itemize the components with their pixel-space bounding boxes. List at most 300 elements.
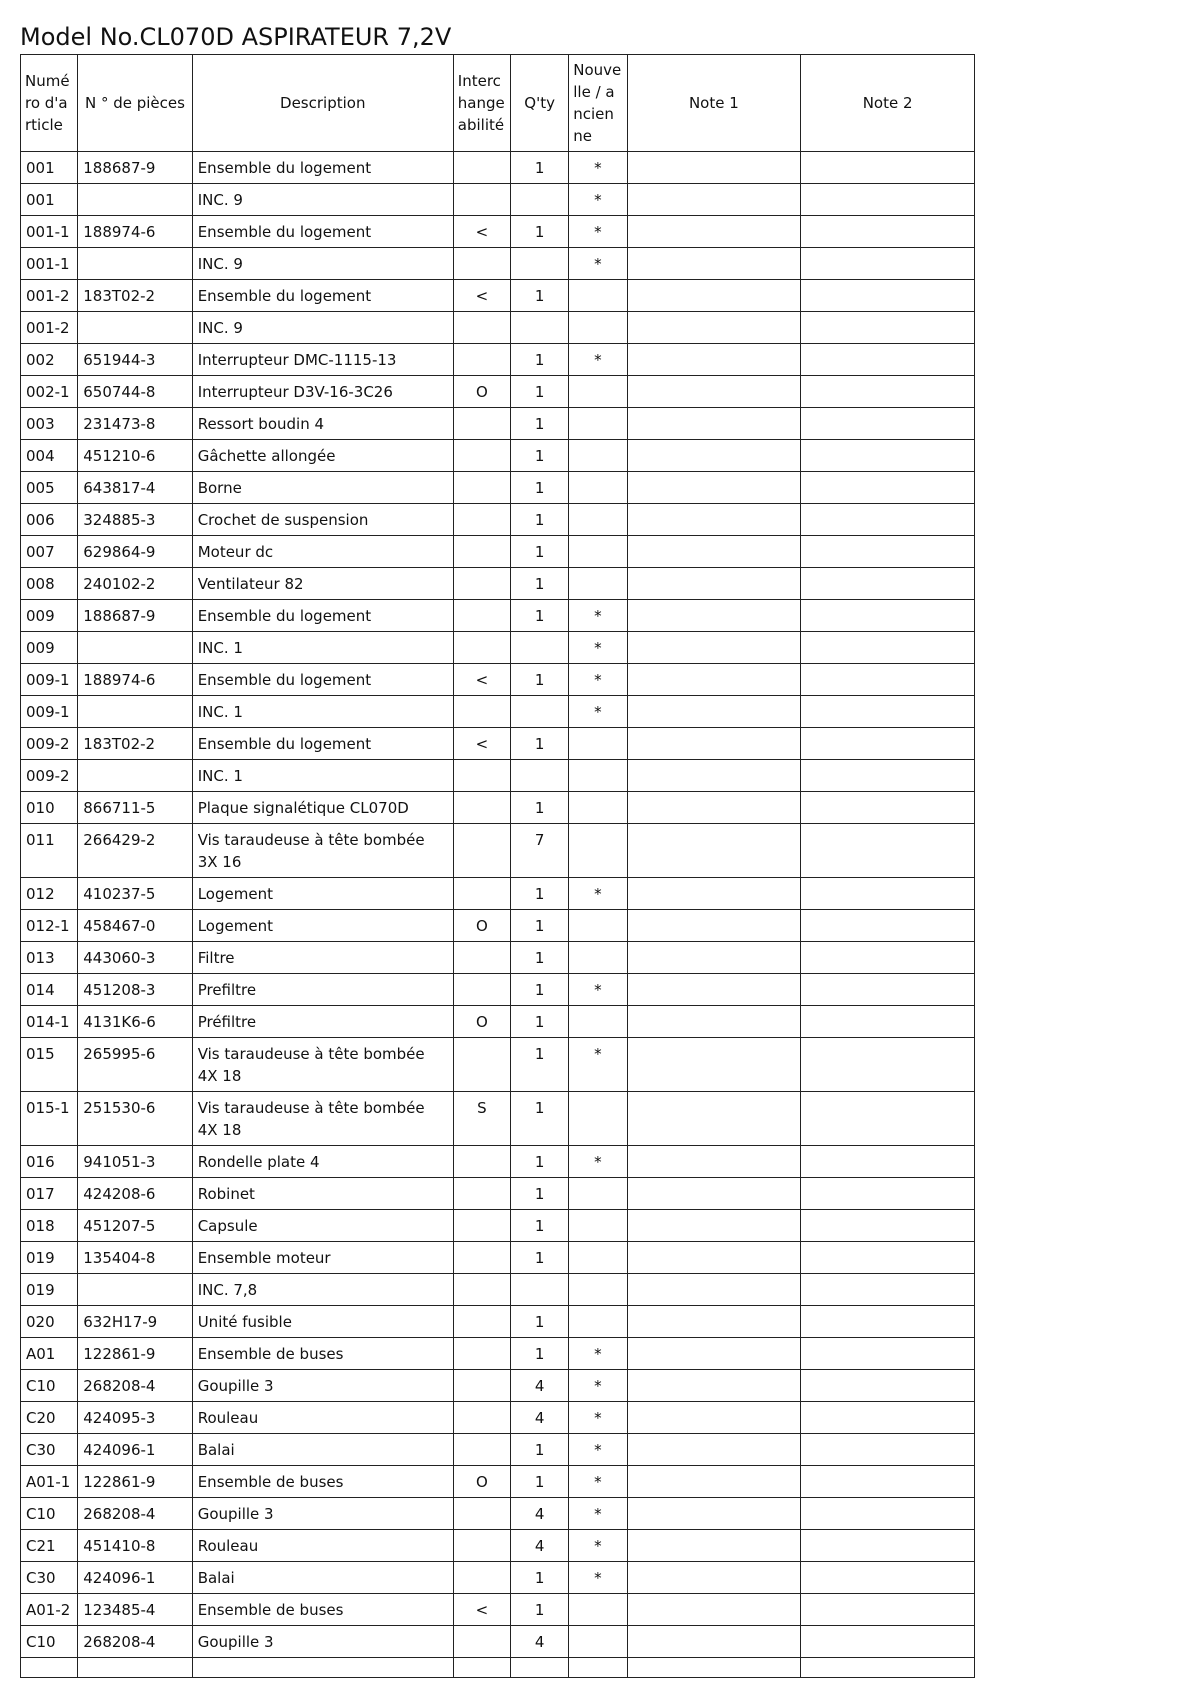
cell-description: Borne <box>192 472 453 504</box>
cell-part-no: 231473-8 <box>78 408 192 440</box>
table-row <box>21 824 975 878</box>
cell-note-2 <box>801 696 975 728</box>
cell-note-2 <box>801 152 975 184</box>
cell-note-1 <box>627 910 801 942</box>
cell-part-no: 188687-9 <box>78 600 192 632</box>
cell-note-2 <box>801 248 975 280</box>
cell-description: INC. 9 <box>192 248 453 280</box>
cell-description: Ressort boudin 4 <box>192 408 453 440</box>
cell-interchangeability <box>453 600 510 632</box>
cell-note-2 <box>801 344 975 376</box>
cell-qty: 1 <box>511 1594 569 1626</box>
cell-description: Robinet <box>192 1178 453 1210</box>
cell-item-no: 014 <box>21 974 78 1006</box>
cell-item-no: 001 <box>21 152 78 184</box>
cell-interchangeability <box>453 1562 510 1594</box>
cell-new-old: * <box>569 600 627 632</box>
table-row <box>21 184 975 216</box>
cell-item-no: 001-2 <box>21 280 78 312</box>
cell-interchangeability <box>453 696 510 728</box>
cell-qty <box>511 1274 569 1306</box>
table-row <box>21 152 975 184</box>
cell-interchangeability <box>453 1498 510 1530</box>
cell-description: INC. 1 <box>192 632 453 664</box>
cell-part-no <box>78 760 192 792</box>
cell-note-1 <box>627 792 801 824</box>
cell-new-old <box>569 1274 627 1306</box>
cell-note-2 <box>801 1530 975 1562</box>
table-row <box>21 472 975 504</box>
table-row <box>21 408 975 440</box>
table-row <box>21 248 975 280</box>
cell-qty <box>511 632 569 664</box>
cell-note-2 <box>801 1466 975 1498</box>
cell-item-no: 009-1 <box>21 664 78 696</box>
cell-qty: 1 <box>511 504 569 536</box>
cell-note-1 <box>627 1658 801 1678</box>
cell-note-2 <box>801 216 975 248</box>
cell-interchangeability <box>453 344 510 376</box>
cell-note-2 <box>801 1338 975 1370</box>
cell-description: Ensemble du logement <box>192 600 453 632</box>
parts-table-body <box>21 152 975 1678</box>
cell-interchangeability: O <box>453 376 510 408</box>
cell-note-1 <box>627 216 801 248</box>
cell-part-no <box>78 184 192 216</box>
cell-new-old: * <box>569 878 627 910</box>
cell-new-old: * <box>569 152 627 184</box>
cell-part-no: 451410-8 <box>78 1530 192 1562</box>
cell-item-no: 009-1 <box>21 696 78 728</box>
cell-note-2 <box>801 1562 975 1594</box>
cell-item-no: C30 <box>21 1434 78 1466</box>
cell-interchangeability <box>453 1338 510 1370</box>
cell-new-old: * <box>569 1338 627 1370</box>
cell-part-no: 443060-3 <box>78 942 192 974</box>
cell-item-no: 019 <box>21 1274 78 1306</box>
cell-qty: 7 <box>511 824 569 878</box>
cell-qty: 1 <box>511 1038 569 1092</box>
cell-qty: 1 <box>511 728 569 760</box>
cell-note-2 <box>801 1178 975 1210</box>
cell-part-no: 650744-8 <box>78 376 192 408</box>
cell-qty: 1 <box>511 440 569 472</box>
cell-qty: 1 <box>511 910 569 942</box>
cell-description: Ensemble du logement <box>192 664 453 696</box>
header-row <box>21 55 975 152</box>
cell-item-no <box>21 1658 78 1678</box>
cell-part-no: 251530-6 <box>78 1092 192 1146</box>
cell-note-2 <box>801 280 975 312</box>
cell-new-old <box>569 1092 627 1146</box>
cell-qty: 1 <box>511 600 569 632</box>
cell-note-2 <box>801 600 975 632</box>
cell-description: Ventilateur 82 <box>192 568 453 600</box>
cell-note-2 <box>801 1242 975 1274</box>
cell-note-1 <box>627 280 801 312</box>
cell-description: Ensemble de buses <box>192 1338 453 1370</box>
cell-interchangeability <box>453 1274 510 1306</box>
cell-note-1 <box>627 1626 801 1658</box>
table-row <box>21 632 975 664</box>
cell-qty: 1 <box>511 1466 569 1498</box>
cell-qty: 1 <box>511 152 569 184</box>
cell-new-old <box>569 440 627 472</box>
cell-part-no: 265995-6 <box>78 1038 192 1092</box>
cell-part-no: 424095-3 <box>78 1402 192 1434</box>
cell-interchangeability <box>453 942 510 974</box>
table-row <box>21 910 975 942</box>
table-row <box>21 1626 975 1658</box>
cell-interchangeability <box>453 312 510 344</box>
table-row <box>21 696 975 728</box>
cell-qty: 1 <box>511 408 569 440</box>
cell-note-1 <box>627 1434 801 1466</box>
cell-new-old <box>569 536 627 568</box>
cell-qty: 1 <box>511 216 569 248</box>
cell-note-2 <box>801 472 975 504</box>
cell-note-1 <box>627 1146 801 1178</box>
cell-part-no: 629864-9 <box>78 536 192 568</box>
cell-new-old <box>569 910 627 942</box>
cell-note-2 <box>801 1434 975 1466</box>
cell-note-1 <box>627 1006 801 1038</box>
cell-interchangeability: < <box>453 664 510 696</box>
cell-item-no: A01-2 <box>21 1594 78 1626</box>
table-row <box>21 440 975 472</box>
cell-item-no: 009 <box>21 632 78 664</box>
cell-description: Ensemble du logement <box>192 728 453 760</box>
cell-interchangeability: < <box>453 216 510 248</box>
cell-note-2 <box>801 1498 975 1530</box>
cell-interchangeability: O <box>453 910 510 942</box>
cell-note-1 <box>627 440 801 472</box>
cell-note-1 <box>627 760 801 792</box>
cell-interchangeability <box>453 152 510 184</box>
table-row <box>21 1338 975 1370</box>
cell-note-2 <box>801 664 975 696</box>
table-row <box>21 1006 975 1038</box>
cell-new-old <box>569 1626 627 1658</box>
cell-note-2 <box>801 974 975 1006</box>
cell-new-old: * <box>569 974 627 1006</box>
cell-interchangeability <box>453 1242 510 1274</box>
cell-description: Gâchette allongée <box>192 440 453 472</box>
cell-interchangeability: < <box>453 1594 510 1626</box>
cell-description: Interrupteur DMC-1115-13 <box>192 344 453 376</box>
cell-qty: 1 <box>511 1092 569 1146</box>
cell-note-1 <box>627 568 801 600</box>
cell-note-1 <box>627 1178 801 1210</box>
cell-new-old: * <box>569 216 627 248</box>
cell-part-no <box>78 1658 192 1678</box>
cell-new-old <box>569 408 627 440</box>
cell-new-old <box>569 1594 627 1626</box>
cell-description: Préfiltre <box>192 1006 453 1038</box>
cell-note-2 <box>801 760 975 792</box>
cell-note-1 <box>627 1274 801 1306</box>
cell-new-old: * <box>569 248 627 280</box>
cell-qty: 1 <box>511 974 569 1006</box>
cell-description: Ensemble de buses <box>192 1466 453 1498</box>
cell-description: Crochet de suspension <box>192 504 453 536</box>
cell-note-2 <box>801 1658 975 1678</box>
cell-note-2 <box>801 184 975 216</box>
cell-note-2 <box>801 1626 975 1658</box>
cell-interchangeability <box>453 792 510 824</box>
cell-item-no: 018 <box>21 1210 78 1242</box>
cell-item-no: 015-1 <box>21 1092 78 1146</box>
cell-note-2 <box>801 536 975 568</box>
table-row <box>21 376 975 408</box>
table-row <box>21 760 975 792</box>
cell-qty: 1 <box>511 1338 569 1370</box>
cell-description: INC. 1 <box>192 760 453 792</box>
cell-new-old <box>569 1210 627 1242</box>
cell-interchangeability <box>453 248 510 280</box>
cell-description: Ensemble du logement <box>192 280 453 312</box>
table-row <box>21 1370 975 1402</box>
cell-item-no: 009-2 <box>21 760 78 792</box>
table-row <box>21 878 975 910</box>
cell-item-no: 019 <box>21 1242 78 1274</box>
cell-description: Goupille 3 <box>192 1626 453 1658</box>
cell-item-no: 005 <box>21 472 78 504</box>
cell-interchangeability <box>453 1434 510 1466</box>
table-row <box>21 600 975 632</box>
cell-note-2 <box>801 1274 975 1306</box>
cell-new-old <box>569 792 627 824</box>
cell-part-no <box>78 696 192 728</box>
cell-part-no: 135404-8 <box>78 1242 192 1274</box>
cell-item-no: 001-2 <box>21 312 78 344</box>
cell-interchangeability <box>453 1146 510 1178</box>
cell-new-old: * <box>569 1038 627 1092</box>
cell-qty: 1 <box>511 568 569 600</box>
cell-note-1 <box>627 974 801 1006</box>
cell-note-1 <box>627 376 801 408</box>
cell-qty: 1 <box>511 280 569 312</box>
cell-part-no: 183T02-2 <box>78 728 192 760</box>
header-part-no: N ° de pièces <box>78 55 192 152</box>
cell-description: Rouleau <box>192 1530 453 1562</box>
cell-note-1 <box>627 942 801 974</box>
cell-description: Capsule <box>192 1210 453 1242</box>
cell-interchangeability <box>453 878 510 910</box>
cell-note-1 <box>627 1370 801 1402</box>
cell-part-no: 424096-1 <box>78 1434 192 1466</box>
cell-qty: 1 <box>511 536 569 568</box>
cell-interchangeability <box>453 536 510 568</box>
cell-new-old: * <box>569 184 627 216</box>
cell-interchangeability: < <box>453 728 510 760</box>
cell-interchangeability <box>453 184 510 216</box>
cell-part-no <box>78 312 192 344</box>
cell-part-no: 324885-3 <box>78 504 192 536</box>
cell-description: INC. 9 <box>192 312 453 344</box>
cell-note-1 <box>627 1498 801 1530</box>
cell-qty: 4 <box>511 1370 569 1402</box>
cell-interchangeability <box>453 1530 510 1562</box>
cell-new-old: * <box>569 1530 627 1562</box>
cell-part-no <box>78 1274 192 1306</box>
cell-description: INC. 7,8 <box>192 1274 453 1306</box>
cell-item-no: 001-1 <box>21 216 78 248</box>
cell-item-no: 009-2 <box>21 728 78 760</box>
cell-part-no: 651944-3 <box>78 344 192 376</box>
cell-part-no: 4131K6-6 <box>78 1006 192 1038</box>
cell-qty: 1 <box>511 792 569 824</box>
cell-item-no: 008 <box>21 568 78 600</box>
cell-part-no: 424096-1 <box>78 1562 192 1594</box>
cell-qty <box>511 696 569 728</box>
cell-item-no: C20 <box>21 1402 78 1434</box>
header-item-no: Numéro d'article <box>21 55 78 152</box>
table-row <box>21 664 975 696</box>
cell-description: Vis taraudeuse à tête bombée 4X 18 <box>192 1092 453 1146</box>
cell-item-no: 014-1 <box>21 1006 78 1038</box>
cell-interchangeability <box>453 1306 510 1338</box>
cell-qty: 1 <box>511 1178 569 1210</box>
cell-description: Rondelle plate 4 <box>192 1146 453 1178</box>
cell-interchangeability <box>453 568 510 600</box>
cell-part-no: 451210-6 <box>78 440 192 472</box>
cell-note-1 <box>627 1562 801 1594</box>
cell-note-1 <box>627 312 801 344</box>
table-row <box>21 280 975 312</box>
cell-new-old: * <box>569 1466 627 1498</box>
header-new-old: Nouvelle / ancienne <box>569 55 627 152</box>
cell-new-old: * <box>569 1146 627 1178</box>
cell-description: Ensemble du logement <box>192 216 453 248</box>
cell-item-no: 015 <box>21 1038 78 1092</box>
cell-description: Rouleau <box>192 1402 453 1434</box>
cell-description: Filtre <box>192 942 453 974</box>
cell-new-old: * <box>569 664 627 696</box>
cell-note-2 <box>801 792 975 824</box>
cell-interchangeability <box>453 1178 510 1210</box>
cell-interchangeability <box>453 824 510 878</box>
cell-part-no: 410237-5 <box>78 878 192 910</box>
header-interchangeability: Interchangeabilité <box>453 55 510 152</box>
cell-note-1 <box>627 536 801 568</box>
header-note-2: Note 2 <box>801 55 975 152</box>
cell-qty: 1 <box>511 1434 569 1466</box>
cell-part-no: 183T02-2 <box>78 280 192 312</box>
cell-item-no: 016 <box>21 1146 78 1178</box>
cell-part-no: 424208-6 <box>78 1178 192 1210</box>
cell-part-no: 458467-0 <box>78 910 192 942</box>
cell-part-no: 266429-2 <box>78 824 192 878</box>
cell-note-2 <box>801 1092 975 1146</box>
cell-note-1 <box>627 152 801 184</box>
cell-item-no: 003 <box>21 408 78 440</box>
cell-new-old <box>569 504 627 536</box>
cell-item-no: 002 <box>21 344 78 376</box>
cell-part-no <box>78 248 192 280</box>
cell-description <box>192 1658 453 1678</box>
cell-part-no: 451208-3 <box>78 974 192 1006</box>
cell-qty: 4 <box>511 1498 569 1530</box>
cell-new-old: * <box>569 344 627 376</box>
cell-item-no: 013 <box>21 942 78 974</box>
cell-interchangeability: O <box>453 1006 510 1038</box>
cell-note-2 <box>801 728 975 760</box>
cell-note-2 <box>801 1210 975 1242</box>
table-row <box>21 1274 975 1306</box>
cell-note-1 <box>627 1594 801 1626</box>
table-row <box>21 974 975 1006</box>
cell-new-old <box>569 1658 627 1678</box>
cell-interchangeability <box>453 1370 510 1402</box>
cell-description: Moteur dc <box>192 536 453 568</box>
cell-new-old: * <box>569 1402 627 1434</box>
cell-item-no: C10 <box>21 1370 78 1402</box>
cell-new-old <box>569 942 627 974</box>
cell-qty: 1 <box>511 942 569 974</box>
cell-note-2 <box>801 1370 975 1402</box>
cell-qty: 1 <box>511 1146 569 1178</box>
cell-item-no: A01-1 <box>21 1466 78 1498</box>
cell-description: Unité fusible <box>192 1306 453 1338</box>
cell-interchangeability <box>453 504 510 536</box>
cell-note-1 <box>627 408 801 440</box>
cell-new-old <box>569 1178 627 1210</box>
cell-qty: 1 <box>511 878 569 910</box>
cell-part-no: 122861-9 <box>78 1466 192 1498</box>
cell-new-old <box>569 472 627 504</box>
cell-item-no: A01 <box>21 1338 78 1370</box>
cell-qty: 4 <box>511 1402 569 1434</box>
cell-note-1 <box>627 472 801 504</box>
cell-note-1 <box>627 1242 801 1274</box>
cell-qty: 1 <box>511 664 569 696</box>
cell-note-2 <box>801 632 975 664</box>
cell-qty: 1 <box>511 376 569 408</box>
cell-qty: 1 <box>511 1562 569 1594</box>
cell-new-old <box>569 728 627 760</box>
cell-part-no: 123485-4 <box>78 1594 192 1626</box>
cell-note-1 <box>627 184 801 216</box>
cell-note-1 <box>627 728 801 760</box>
cell-item-no: 012-1 <box>21 910 78 942</box>
cell-part-no: 268208-4 <box>78 1626 192 1658</box>
cell-new-old: * <box>569 1498 627 1530</box>
cell-item-no: 002-1 <box>21 376 78 408</box>
cell-note-2 <box>801 440 975 472</box>
cell-part-no: 941051-3 <box>78 1146 192 1178</box>
cell-note-2 <box>801 568 975 600</box>
cell-new-old <box>569 568 627 600</box>
cell-description: Logement <box>192 910 453 942</box>
cell-item-no: 001-1 <box>21 248 78 280</box>
cell-interchangeability <box>453 1626 510 1658</box>
cell-description: Plaque signalétique CL070D <box>192 792 453 824</box>
cell-description: Prefiltre <box>192 974 453 1006</box>
cell-note-2 <box>801 1306 975 1338</box>
cell-part-no: 643817-4 <box>78 472 192 504</box>
table-row <box>21 1038 975 1092</box>
table-row <box>21 504 975 536</box>
cell-description: Vis taraudeuse à tête bombée 4X 18 <box>192 1038 453 1092</box>
cell-item-no: 012 <box>21 878 78 910</box>
cell-interchangeability <box>453 974 510 1006</box>
cell-part-no <box>78 632 192 664</box>
cell-interchangeability <box>453 760 510 792</box>
cell-item-no: 020 <box>21 1306 78 1338</box>
cell-note-2 <box>801 376 975 408</box>
cell-item-no: C30 <box>21 1562 78 1594</box>
